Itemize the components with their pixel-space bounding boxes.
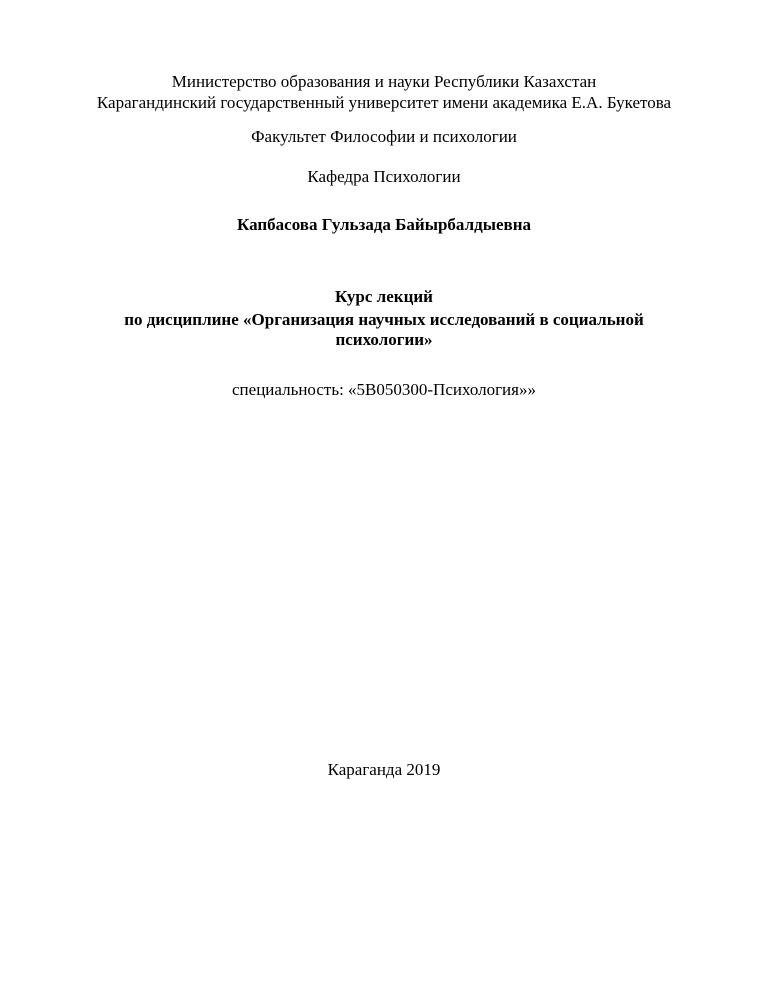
city-year: Караганда 2019	[327, 760, 441, 779]
course-title: Курс лекций	[335, 287, 433, 306]
university-name: Карагандинский государственный университет имени академика Е.А. Букетова	[96, 93, 672, 112]
ministry-name: Министерство образования и науки Республики Казахстан	[171, 72, 597, 91]
discipline-line-2: психологии»	[335, 330, 433, 349]
faculty-name: Факультет Философии и психологии	[251, 127, 517, 146]
discipline-line-1: по дисциплине «Организация научных исследований в социальной	[124, 310, 644, 329]
author-name: Капбасова Гульзада Байырбалдыевна	[236, 215, 532, 234]
specialty-line: специальность: «5В050300-Психология»»	[232, 380, 536, 399]
department-name: Кафедра Психологии	[307, 167, 461, 186]
